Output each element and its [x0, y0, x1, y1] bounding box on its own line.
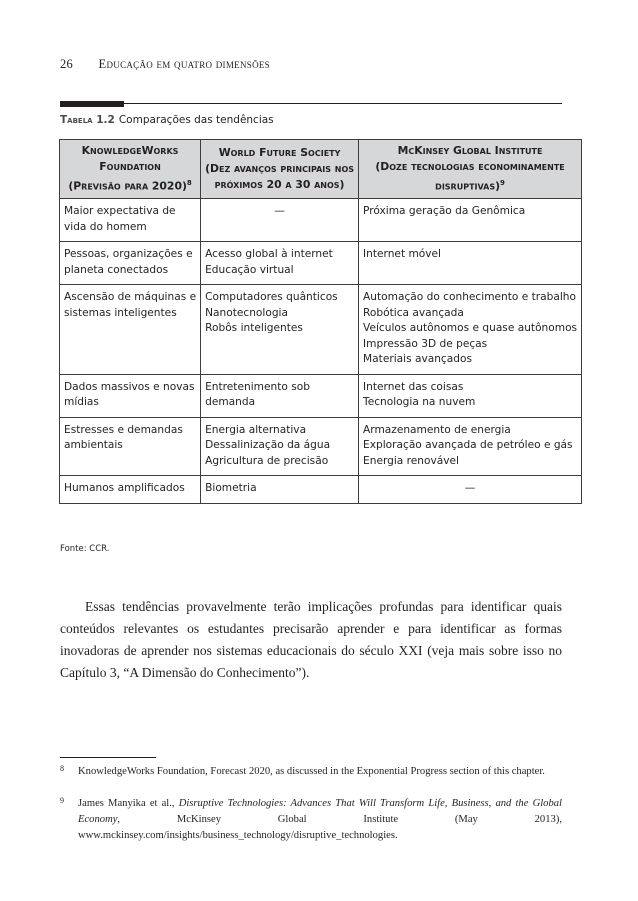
table-row: [60, 199, 582, 242]
cell-line: Dados massivos e novas: [64, 380, 195, 393]
cell-line: Exploração avançada de petróleo e gás: [363, 439, 573, 451]
table-cell: [201, 199, 359, 242]
footnote: [60, 796, 562, 844]
footnote-mark: 8: [60, 764, 64, 773]
footnote: [60, 764, 562, 780]
trends-comparison-table: [59, 139, 582, 504]
cell-line: Impressão 3D de peças: [363, 337, 488, 350]
column-header-line: KnowledgeWorks: [81, 144, 179, 158]
table-cell: [201, 242, 359, 285]
column-header: [201, 140, 359, 199]
column-header-line: próximos 20 a 30 anos): [214, 178, 345, 191]
cell-line: Entretenimento sob: [205, 380, 310, 393]
footnote-ref: 9: [500, 179, 505, 188]
table-cell: [201, 285, 359, 375]
cell-line: Energia renovável: [363, 454, 459, 467]
table-source: Fonte: CCR.: [60, 544, 110, 554]
table-cell: [359, 242, 582, 285]
cell-line: Internet das coisas: [363, 380, 464, 393]
cell-line: Estresses e demandas: [64, 423, 183, 436]
cell-line: Materiais avançados: [363, 353, 472, 365]
table-cell: [60, 374, 201, 417]
header-rule-accent: [60, 101, 124, 107]
cell-line: Biometria: [205, 482, 257, 494]
header-rule: [60, 103, 562, 104]
table-cell: [359, 476, 582, 504]
running-title: Educação em quatro dimensões: [98, 57, 270, 71]
column-header: [60, 140, 201, 199]
cell-line: Tecnologia na nuvem: [363, 396, 476, 408]
table-cell: [359, 374, 582, 417]
footnote-rest: , McKinsey Global Institute (May 2013), www.mckinsey.com/insights/business_technology/disruptive_technologies.: [78, 814, 562, 841]
table-caption-text: Comparações das tendências: [118, 114, 274, 126]
column-header-line: McKinsey Global Institute: [397, 144, 543, 158]
table-row: [60, 476, 582, 504]
column-header: [359, 140, 582, 199]
footnote-rule: [60, 757, 156, 758]
cell-line: Maior expectativa de: [64, 205, 176, 217]
cell-line: Próxima geração da Genômica: [363, 205, 526, 217]
cell-line: Internet móvel: [363, 248, 441, 260]
cell-line: Nanotecnologia: [205, 306, 288, 319]
footnote-ref: 8: [186, 179, 192, 188]
table-row: [60, 374, 582, 417]
table-cell: [60, 242, 201, 285]
cell-line: Humanos amplificados: [64, 482, 185, 494]
cell-line: Veículos autônomos e quase autônomos: [363, 322, 578, 334]
cell-line: sistemas inteligentes: [64, 306, 177, 319]
footnote-text: KnowledgeWorks Foundation, Forecast 2020, as discussed in the Exponential Progress section of this chapter.: [78, 766, 545, 777]
cell-line: vida do homem: [64, 220, 147, 233]
cell-line: Armazenamento de energia: [363, 423, 511, 436]
column-header-text: disruptivas): [435, 179, 501, 193]
table-row: [60, 242, 582, 285]
cell-line: demanda: [205, 396, 256, 408]
footnote-title: Disruptive Technologies: Advances That Will Transform Life, Business, and the Global Economy: [78, 798, 562, 825]
column-header-line: (Doze tecnologias econominamente: [375, 160, 565, 174]
table-caption-label: Tabela 1.2: [60, 114, 115, 126]
cell-line: —: [464, 482, 476, 494]
column-header-line: (Dez avanços principais nos: [205, 162, 355, 175]
table-row: [60, 285, 582, 375]
table-row: [60, 417, 582, 476]
column-header-text: (Previsão para 2020): [68, 179, 187, 193]
table-cell: [201, 476, 359, 504]
cell-line: Educação virtual: [205, 263, 294, 276]
cell-line: Dessalinização da água: [205, 439, 331, 451]
cell-line: Robótica avançada: [363, 306, 464, 319]
footnote-mark: 9: [60, 796, 64, 805]
paragraph-text: Essas tendências provavelmente terão implicações profundas para identificar quais conteúdos relevantes os estudantes precisarão aprender e para identificar as formas inovadoras de aprender nos sistemas educacionais do século XXI (veja mais sobre isso no Capítulo 3, “A Dimensão do Conhecimento”).: [60, 599, 562, 680]
cell-line: Computadores quânticos: [205, 291, 338, 303]
table-header-row: [60, 140, 582, 199]
cell-line: planeta conectados: [64, 263, 169, 276]
body-paragraph: [60, 596, 562, 684]
cell-line: —: [274, 205, 285, 217]
cell-line: Pessoas, organizações e: [64, 248, 193, 260]
page-number: 26: [60, 57, 74, 71]
column-header-line: World Future Society: [218, 146, 341, 159]
footnote-author: James Manyika et al.,: [78, 798, 179, 809]
column-header-line: [64, 175, 196, 195]
running-header: [60, 57, 270, 72]
cell-line: Robôs inteligentes: [205, 322, 303, 334]
cell-line: Ascensão de máquinas e: [64, 291, 197, 303]
column-header-line: Foundation: [99, 160, 161, 174]
cell-line: ambientais: [64, 439, 123, 451]
cell-line: Automação do conhecimento e trabalho: [363, 291, 576, 303]
column-header-line: [363, 175, 577, 195]
table-cell: [359, 199, 582, 242]
table-cell: [60, 417, 201, 476]
table-caption: [60, 114, 274, 126]
table-cell: [60, 199, 201, 242]
table-cell: [359, 285, 582, 375]
table-cell: [60, 285, 201, 375]
cell-line: Energia alternativa: [205, 423, 307, 436]
cell-line: mídias: [64, 396, 99, 408]
table-cell: [201, 374, 359, 417]
cell-line: Acesso global à internet: [205, 248, 333, 260]
table-cell: [201, 417, 359, 476]
footnote-text: [78, 796, 562, 844]
table-cell: [60, 476, 201, 504]
cell-line: Agricultura de precisão: [205, 454, 329, 467]
table-cell: [359, 417, 582, 476]
